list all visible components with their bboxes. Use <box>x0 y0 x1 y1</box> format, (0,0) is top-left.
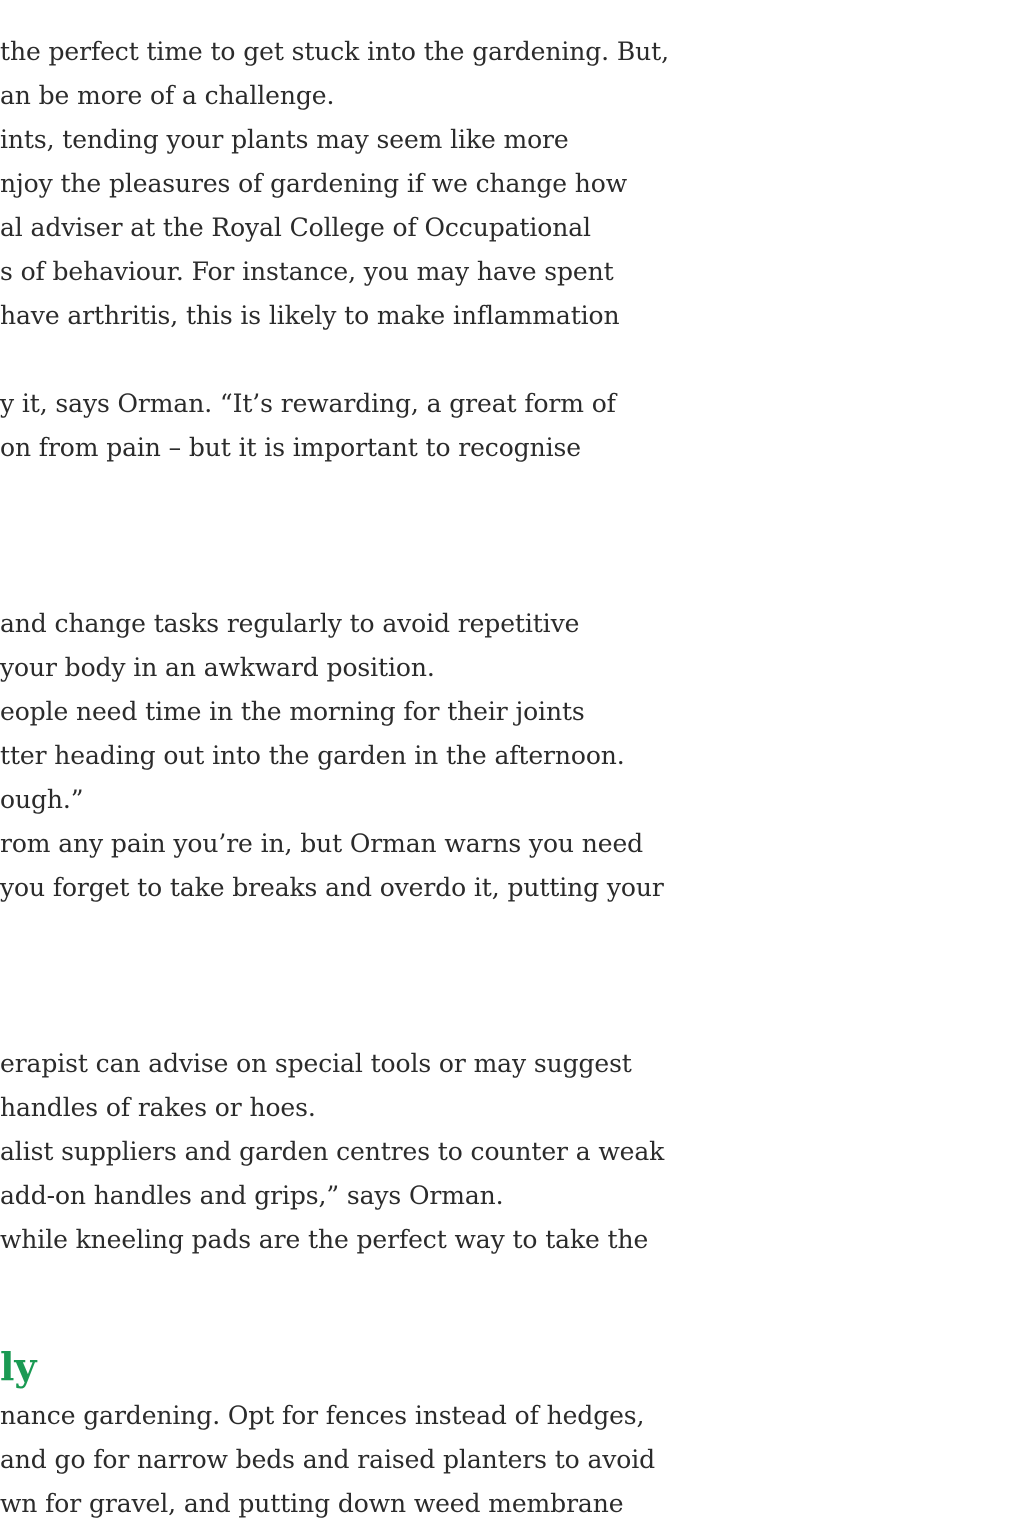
body-text-line: your body in an awkward position. <box>0 653 435 682</box>
body-text-line: the perfect time to get stuck into the gardening. But, <box>0 37 669 66</box>
body-text-line: have arthritis, this is likely to make inflammation <box>0 301 620 330</box>
body-text-line: al adviser at the Royal College of Occupational <box>0 213 591 242</box>
body-text-line: handles of rakes or hoes. <box>0 1093 316 1122</box>
body-text-line: and change tasks regularly to avoid repetitive <box>0 609 580 638</box>
body-text-line: njoy the pleasures of gardening if we change how <box>0 169 628 198</box>
body-text-line: tter heading out into the garden in the afternoon. <box>0 741 625 770</box>
section-heading: ly <box>0 1344 37 1389</box>
body-text-line: add-on handles and grips,” says Orman. <box>0 1181 504 1210</box>
body-text-line: nance gardening. Opt for fences instead of hedges, <box>0 1401 645 1430</box>
body-text-line: alist suppliers and garden centres to counter a weak <box>0 1137 665 1166</box>
body-text-line: y it, says Orman. “It’s rewarding, a great form of <box>0 389 616 418</box>
body-text-line: erapist can advise on special tools or may suggest <box>0 1049 632 1078</box>
body-text-line: while kneeling pads are the perfect way to take the <box>0 1225 649 1254</box>
body-text-line: wn for gravel, and putting down weed membrane <box>0 1489 624 1518</box>
body-text-line: you forget to take breaks and overdo it, putting your <box>0 873 664 902</box>
body-text-line: s of behaviour. For instance, you may have spent <box>0 257 614 286</box>
body-text-line: eople need time in the morning for their joints <box>0 697 585 726</box>
body-text-line: ints, tending your plants may seem like more <box>0 125 569 154</box>
body-text-line: on from pain – but it is important to recognise <box>0 433 581 462</box>
body-text-line: rom any pain you’re in, but Orman warns you need <box>0 829 644 858</box>
body-text-line: and go for narrow beds and raised planters to avoid <box>0 1445 656 1474</box>
body-text-line: ough.” <box>0 785 84 814</box>
body-text-line: an be more of a challenge. <box>0 81 335 110</box>
